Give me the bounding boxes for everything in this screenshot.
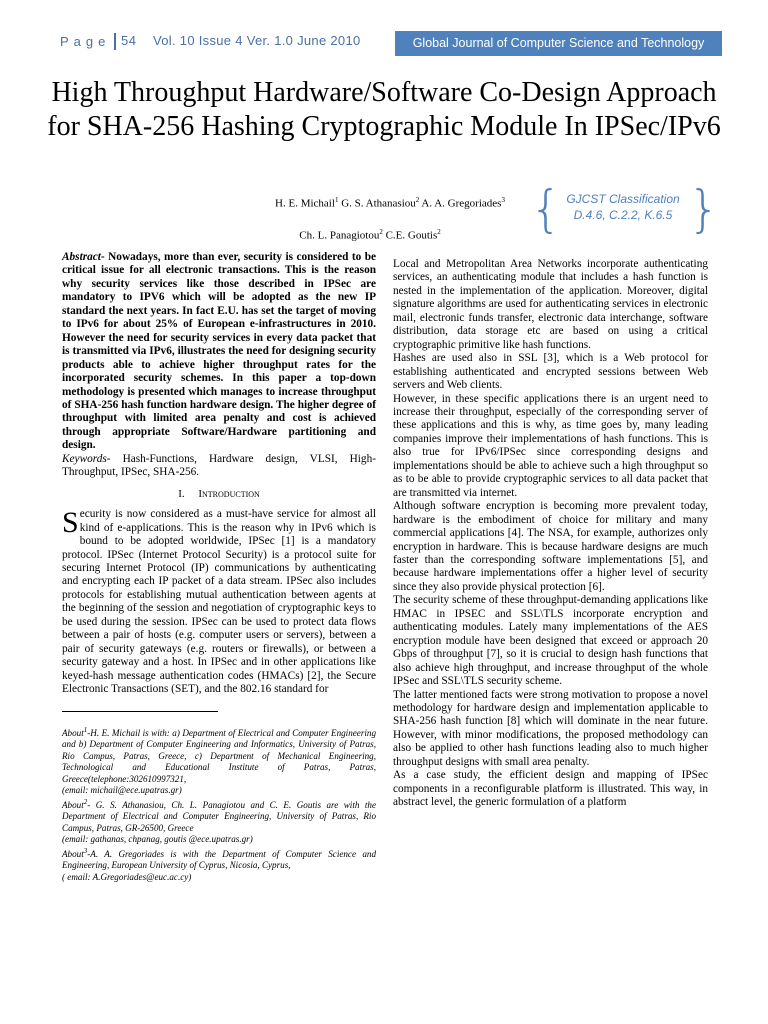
affiliation-text: - G. S. Athanasiou, Ch. L. Panagiotou and C. E. Goutis are with the Department of Electrical and Computer Engineering, University of Patras, Rio Campus, Patras, GR-26500, Greece xyxy=(62,799,376,833)
body-paragraph: The security scheme of these throughput-demanding applications like HMAC in IPSEC and SSL\TLS incorporate encryption and authenticating modules. Lately many implementations of the AES encryption module have been designed that exceed or approach 20 Gbps of throughput [7], so it is crucial to design hash functions that also achieve high throughput, and increase throughput of the whole IPSec and SSL\TLS security scheme. xyxy=(393,594,708,688)
author-name: H. E. Michail xyxy=(275,197,335,210)
abstract-text: - Nowadays, more than ever, security is considered to be critical issue for all electronic transactions. This is the reason why security services like those described in IPSec are mandatory to IPV6 which will be adopted as the new IP standard the next years. In fact E.U. has set the target of moving to IPv6 for about 25% of European e-infrastructures in 2010. However the need for security services in every data packet that is transmitted via IPv6, illustrates the need for designing security products able to achieve higher throughput rates for the incorporated security schemes. In this paper a top-down methodology is presented which manages to increase throughput of SHA-256 hash function hardware design. The higher degree of throughput with limited area penalty and cost is achieved through appropriate Software/Hardware partitioning and design. xyxy=(62,251,376,452)
intro-paragraph xyxy=(62,508,376,696)
author-name: Ch. L. Panagiotou xyxy=(299,229,380,242)
section-number: I. xyxy=(178,487,185,500)
left-column xyxy=(62,251,376,883)
classification-codes: D.4.6, C.2.2, K.6.5 xyxy=(573,208,673,222)
affiliation-prefix: About xyxy=(62,727,84,738)
paper-title: High Throughput Hardware/Software Co-Design Approach for SHA-256 Hashing Cryptographic Module In IPSec/IPv6 xyxy=(47,77,721,142)
authors-line-1 xyxy=(240,196,540,210)
body-paragraph: Although software encryption is becoming more prevalent today, hardware is the embodiment of choice for military and many commercial applications [4]. The NSA, for example, authorizes only encryption in hardware. This is because hardware designs are much faster than the corresponding software implementations [5], and because hardware implementations offer a higher level of security since they also provide physical protection [6]. xyxy=(393,500,708,593)
affiliation-prefix: About xyxy=(62,799,84,810)
affiliation-text: (email: michail@ece.upatras.gr) xyxy=(62,785,182,796)
header-divider xyxy=(114,33,116,50)
affiliation-note xyxy=(62,725,376,786)
body-paragraph: Local and Metropolitan Area Networks incorporate authenticating services, an authenticating module that includes a hash function is nested in the implementation of the application. Moreover, digital signature algorithms are used for authenticating services in electronic mail, electronic funds transfer, electronic data interchange, software distribution, data storage etc are based on using a critical cryptographic primitive like hash functions. xyxy=(393,258,708,351)
author-name: G. S. Athanasiou xyxy=(341,197,416,210)
affiliation-note xyxy=(62,797,376,835)
author-affiliation-mark: 3 xyxy=(501,196,505,204)
affiliation-text: ( email: A.Gregoriades@euc.ac.cy) xyxy=(62,871,192,882)
page-label: Page xyxy=(60,34,111,49)
author-name: A. A. Gregoriades xyxy=(421,197,502,210)
affiliation-note xyxy=(62,846,376,872)
body-paragraph: Hashes are used also in SSL [3], which is a Web protocol for establishing authenticated and encrypted sessions between Web servers and Web clients. xyxy=(393,352,708,392)
volume-info: Vol. 10 Issue 4 Ver. 1.0 June 2010 xyxy=(153,33,361,48)
author-affiliation-mark: 2 xyxy=(379,228,383,236)
classification-label: GJCST Classification xyxy=(566,192,680,206)
intro-text: ecurity is now considered as a must-have service for almost all kind of e-applications. This is the reason why in IPv6 which is bound to be adopted worldwide, IPSec [1] is a mandatory protocol. IPSec (Internet Protocol Security) is a protocol suite for securing Internet Protocol (IP) communications by authenticating and encrypting each IP packet of a data stream. IPSec also includes protocols for establishing mutual authentication between agents at the beginning of the session and negotiation of cryptographic keys to be used during the session. IPSec can be used to protect data flows between a pair of hosts (e.g. computer users or servers), between a pair of security gateways (e.g. routers or firewalls), or between a security gateway and a host. In IPSec and in other applications like keyed-hash message authentication codes (HMACs) [2], the Secure Electronic Transactions (SET), and the 802.16 standard for xyxy=(62,508,376,696)
journal-name-banner: Global Journal of Computer Science and Technology xyxy=(395,31,722,56)
affiliation-prefix: About xyxy=(62,848,84,859)
right-column xyxy=(393,258,708,810)
affiliation-text: (email: gathanas, chpanag, goutis @ece.upatras.gr) xyxy=(62,834,253,845)
page-header xyxy=(60,31,720,55)
author-affiliation-mark: 2 xyxy=(437,228,441,236)
affiliation-mark: 2 xyxy=(83,797,88,806)
body-paragraph: The latter mentioned facts were strong motivation to propose a novel methodology for hardware design and implementation applicable to SHA-256 hash function [8] which will dominate in the near future. However, with minor modifications, the proposed methodology can also be applied to other hash functions leading also to much higher throughput designs with small area penalty. xyxy=(393,688,708,768)
section-title: Introduction xyxy=(198,487,260,500)
author-name: C.E. Goutis xyxy=(385,229,438,242)
affiliation-note xyxy=(62,872,376,884)
affiliation-text: -H. E. Michail is with: a) Department of Electrical and Computer Engineering and b) Department of Computer Engineering and Informatics, University of Patras, Rio Campus, Patras, Greece, c) Department of Mechanical Engineering, Technological and Educational Institute of Patras, Patras, Greece(telephone:302610997321, xyxy=(62,727,376,784)
author-affiliation-mark: 1 xyxy=(334,196,339,204)
footnote-divider xyxy=(62,711,218,712)
abstract xyxy=(62,251,376,453)
affiliation-mark: 3 xyxy=(83,846,88,855)
body-paragraph: However, in these specific applications there is an urgent need to increase their throughput, especially of the corresponding server of these applications and this is why, as time goes by, many leading companies improve their implementations of hash functions. This is also true for IPv6/IPSec since corresponding designs and implementations should be able to achieve such a high throughput so as to be able to provide cryptographic services to all data packet that are transmitted via internet. xyxy=(393,392,708,499)
right-brace-icon: } xyxy=(688,180,720,238)
keywords-label: Keywords xyxy=(62,452,107,465)
affiliation-note xyxy=(62,834,376,846)
section-heading xyxy=(62,488,376,501)
keywords-text: - Hash-Functions, Hardware design, VLSI, High-Throughput, IPSec, SHA-256. xyxy=(62,452,376,479)
author-affiliation-mark: 2 xyxy=(415,196,420,204)
drop-cap: S xyxy=(62,506,79,540)
keywords xyxy=(62,453,376,480)
affiliation-mark: 1 xyxy=(83,725,88,734)
page-number: 54 xyxy=(121,33,137,48)
authors-line-2 xyxy=(240,228,500,242)
body-paragraph: As a case study, the efficient design and mapping of IPSec components in a reconfigurable platform is illustrated. This way, in abstract level, the generic formulation of a platform xyxy=(393,769,708,809)
affiliation-text: -A. A. Gregoriades is with the Department of Computer Science and Engineering, European University of Cyprus, Nicosia, Cyprus, xyxy=(62,848,376,871)
author-affiliations xyxy=(62,725,376,884)
gjcst-classification xyxy=(556,191,690,223)
left-brace-icon: { xyxy=(530,180,562,238)
affiliation-note xyxy=(62,785,376,797)
abstract-label: Abstract xyxy=(62,251,101,263)
